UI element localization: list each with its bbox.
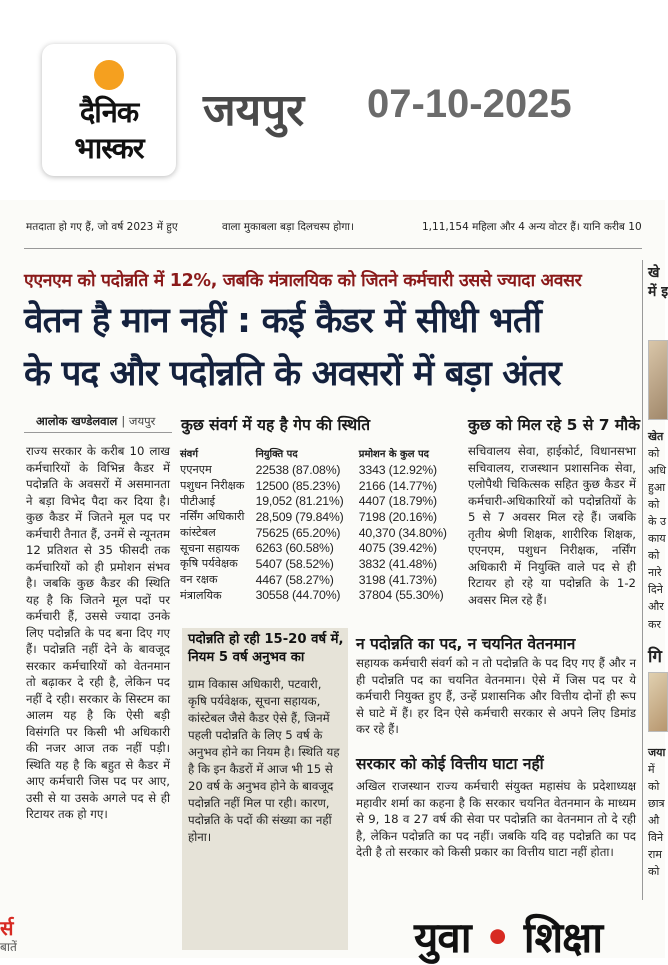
na-padonnati-body: [356, 655, 636, 738]
headline-line-2: के पद और पदोन्नति के अवसरों में बड़ा अंतर: [24, 353, 561, 394]
fragment-line: नारे: [648, 566, 662, 580]
cadre-cell: कृषि पर्यवेक्षक: [180, 557, 238, 571]
fragment-line: में: [648, 763, 655, 777]
fragment-line: के उ: [648, 515, 666, 529]
fragment-line: छात्र: [648, 797, 665, 811]
fragment-line: को: [648, 780, 660, 794]
appointment-cell: 75625 (65.20%): [255, 525, 341, 540]
table-row: [180, 556, 462, 572]
cadre-cell: पीटीआई: [180, 494, 216, 508]
fragment-line: गि: [648, 647, 662, 667]
column-header: नियुक्ति पद: [255, 449, 298, 460]
appointment-cell: 4467 (58.27%): [255, 572, 334, 587]
fragment-line: को: [648, 498, 660, 512]
fragment-line: दिने: [648, 583, 663, 597]
kicker: एएनएम को पदोन्नति में 12%, जबकि मंत्रालयिक को जितने कर्मचारी उससे ज्यादा अवसर: [24, 271, 582, 291]
right-column-fragment: [648, 264, 668, 303]
byline: [36, 414, 155, 429]
appointment-cell: 19,052 (81.21%): [255, 494, 344, 509]
fragment-line: खेत: [648, 430, 664, 443]
column-header: प्रमोशन के कुल पद: [358, 449, 429, 460]
article-body-left: [26, 443, 170, 823]
promotion-cell: 37804 (55.30%): [358, 588, 444, 603]
cadre-cell: कांस्टेबल: [180, 526, 216, 540]
table-row: [180, 478, 462, 494]
newspaper-clipping: [0, 200, 668, 962]
ghata-paragraph: अखिल राजस्थान राज्य कर्मचारी संयुक्त महासंघ के प्रदेशाध्यक्ष महावीर शर्मा का कहना है कि सरकार चयनित वेतनमान के माध्यम से 9, 18 व 27 वर्ष की सेवा पर पदोन्नति का वेतनमान तो दे रही है, लेकिन पदोन्नति का पद नहीं। जबकि यदि वह पदोन्नति का पद देती है तो सरकार को किसी प्रकार का वित्तीय घाटा नहीं होता।: [356, 779, 636, 859]
appointment-cell: 5407 (58.52%): [255, 556, 334, 571]
cadre-cell: नर्सिंग अधिकारी: [180, 510, 245, 524]
byline-name: आलोक खण्डेलवाल: [36, 414, 118, 428]
ghata-body: [356, 778, 636, 861]
table-row: [180, 572, 462, 588]
fragment-line: खे: [648, 265, 660, 281]
logo-text-line1: दैनिक: [79, 95, 139, 129]
body-paragraph: राज्य सरकार के करीब 10 लाख कर्मचारियों के विभिन्न कैडर में पदोन्नति के अवसरों में असमानता ने बड़ा विभेद पैदा कर दिया है। कुछ कैडर में जितने मूल पद पर कर्मचारी तैनात हैं, उनमें से न्यूनतम 12 प्रतिशत से 35 फीसदी तक कर्मचारियों को ही प्रमोशन संभव है। जबकि कुछ कैडर की स्थिति यह है कि जितने मूल पदों पर कर्मचारी हैं, उससे ज्यादा उनके लिए पदोन्नति के पद बना दिए गए हैं। पदोन्नति नहीं देने के बावजूद सरकार कर्मचारियों को वेतनमान तो बढ़ाकर दे रही है, लेकिन पद नहीं दे रही। सरकार के सिस्टम का आलम यह है कि ऐसी बड़ी विसंगति पर किसी भी अधिकारी की नजर आज तक नहीं पड़ी। स्थिति यह है कि बहुत से कैडर में आए कर्मचारी जिस पद पर आए, उसी से या उसके अगले पद से ही रिटायर तक हो गए।: [26, 444, 170, 821]
ghata-title: सरकार को कोई वित्तीय घाटा नहीं: [356, 755, 544, 773]
na-padonnati-title: न पदोन्नति का पद, न चयनित वेतनमान: [356, 635, 576, 653]
fragment-line: औ: [648, 814, 660, 828]
fragment-line: राम: [648, 848, 662, 862]
appointment-cell: 6263 (60.58%): [255, 541, 334, 556]
mauke-section-title: कुछ को मिल रहे 5 से 7 मौके: [468, 416, 641, 434]
cadre-cell: पशुधन निरीक्षक: [180, 479, 245, 493]
cadre-cell: एएनएम: [180, 463, 212, 477]
table-row: [180, 509, 462, 525]
fragment-line: कर: [648, 617, 661, 631]
tail-col-2: वाला मुकाबला बड़ा दिलचस्प होगा।: [222, 221, 355, 233]
table-row: [180, 525, 462, 541]
cadre-cell: सूचना सहायक: [180, 541, 240, 555]
highlight-box-title: पदोन्नति हो रही 15-20 वर्ष में, नियम 5 वर्ष अनुभव का: [188, 632, 344, 666]
fragment-line: को: [648, 447, 660, 461]
fragment-line: को: [648, 865, 660, 879]
bullet-icon: •: [484, 913, 511, 962]
promotion-cell: 3832 (41.48%): [358, 556, 437, 571]
right-column-fragment: [648, 428, 668, 633]
table-row: [180, 540, 462, 556]
fragment-line: जया: [648, 746, 666, 759]
divider: [24, 248, 642, 249]
promotion-cell: 4407 (18.79%): [358, 494, 437, 509]
fragment-line: विने: [648, 831, 664, 845]
promo-sub-label: बातें: [0, 940, 17, 954]
fragment-line: हुआ: [648, 481, 666, 495]
bottom-strip: [0, 900, 665, 962]
fragment-line: अधि: [648, 464, 667, 478]
gap-section-title: कुछ संवर्ग में यह है गेप की स्थिति: [181, 416, 371, 434]
promo-label: र्स: [0, 916, 14, 940]
promotion-cell: 2166 (14.77%): [358, 478, 437, 493]
promotion-cell: 4075 (39.42%): [358, 541, 437, 556]
banner-word-1: युवा: [414, 913, 471, 962]
mauke-paragraph: सचिवालय सेवा, हाईकोर्ट, विधानसभा सचिवालय, राजस्थान प्रशासनिक सेवा, एलोपैथी चिकित्सक सहित कुछ कैडर में कर्मचारी-अधिकारियों को पदोन्नतियों के 5 से 7 अवसर मिल रहे हैं। जबकि तृतीय श्रेणी शिक्षक, शारीरिक शिक्षक, एएनएम, पशुधन निरीक्षक, नर्सिंग अधिकारी में नियुक्ति वाले पद से ही रिटायर हो रहे या पदोन्नति के 1-2 अवसर मिल रहे हैं।: [468, 444, 636, 607]
cadre-cell: वन रक्षक: [180, 573, 218, 587]
edition-date: 07-10-2025: [367, 82, 572, 126]
fragment-line: और: [648, 600, 664, 614]
table-row: [180, 493, 462, 509]
edition-city: जयपुर: [203, 85, 305, 136]
promotion-cell: 3343 (12.92%): [358, 462, 437, 477]
appointment-cell: 28,509 (79.84%): [255, 509, 344, 524]
na-padonnati-paragraph: सहायक कर्मचारी संवर्ग को न तो पदोन्नति के पद दिए गए हैं और न ही पदोन्नति पद का चयनित वेतनमान। ऐसे में जिस पद पर ये कर्मचारी नियुक्त हुए हैं, उन्हें प्रशासनिक और वित्तीय दोनों ही रूप से घाटे में हैं। हर दिन ऐसे कर्मचारी सरकार से अपने लिए डिमांड कर रहे हैं।: [356, 656, 636, 736]
tail-col-3: 1,11,154 महिला और 4 अन्य वोटर हैं। यानि करीब 10: [422, 221, 642, 233]
appointment-cell: 22538 (87.08%): [255, 462, 341, 477]
promotion-cell: 40,370 (34.80%): [358, 525, 447, 540]
photo-fragment: [648, 340, 668, 420]
table-row: [180, 588, 462, 604]
headline-line-1: वेतन है मान नहीं : कई कैडर में सीधी भर्ती: [24, 301, 542, 341]
byline-city: | जयपुर: [121, 414, 156, 428]
promotion-cell: 7198 (20.16%): [358, 509, 437, 524]
table-header-row: [180, 446, 462, 462]
previous-article-tail: [0, 220, 665, 236]
fragment-line: को: [648, 549, 660, 563]
mauke-body: [468, 443, 636, 608]
divider: [24, 432, 172, 433]
gap-table: [180, 446, 462, 603]
right-column-fragment: [648, 646, 668, 670]
cadre-cell: मंत्रालयिक: [180, 588, 222, 602]
tail-col-1: मतदाता हो गए हैं, जो वर्ष 2023 में हुए: [26, 221, 178, 233]
dainik-bhaskar-logo: [42, 44, 176, 176]
highlight-box-body: ग्राम विकास अधिकारी, पटवारी, कृषि पर्यवेक्षक, सूचना सहायक, कांस्टेबल जैसे कैडर ऐसे हैं, जिनमें पहली पदोन्नति के लिए 5 वर्ष के अनुभव होने का नियम है। स्थिति यह है कि इन कैडरों में आज भी 15 से 20 वर्ष के अनुभव होने के बावजूद पदोन्नति नहीं मिल पा रही। कारण, पदोन्नति के पदों की संख्या का नहीं होना।: [188, 677, 340, 844]
column-divider: [642, 260, 643, 900]
masthead: [0, 0, 665, 200]
logo-text-line2: भास्कर: [74, 131, 144, 165]
appointment-cell: 12500 (85.23%): [255, 478, 341, 493]
sun-icon: [94, 60, 124, 90]
yuva-shiksha-banner: [414, 908, 602, 965]
table-row: [180, 462, 462, 478]
column-header: संवर्ग: [180, 449, 198, 460]
appointment-cell: 30558 (44.70%): [255, 588, 341, 603]
banner-word-2: शिक्षा: [523, 913, 603, 962]
fragment-line: में इ: [648, 284, 668, 301]
photo-fragment: [648, 672, 668, 732]
fragment-line: काय: [648, 532, 666, 546]
right-column-fragment: [648, 744, 668, 880]
promotion-cell: 3198 (41.73%): [358, 572, 437, 587]
headline: [24, 295, 642, 400]
